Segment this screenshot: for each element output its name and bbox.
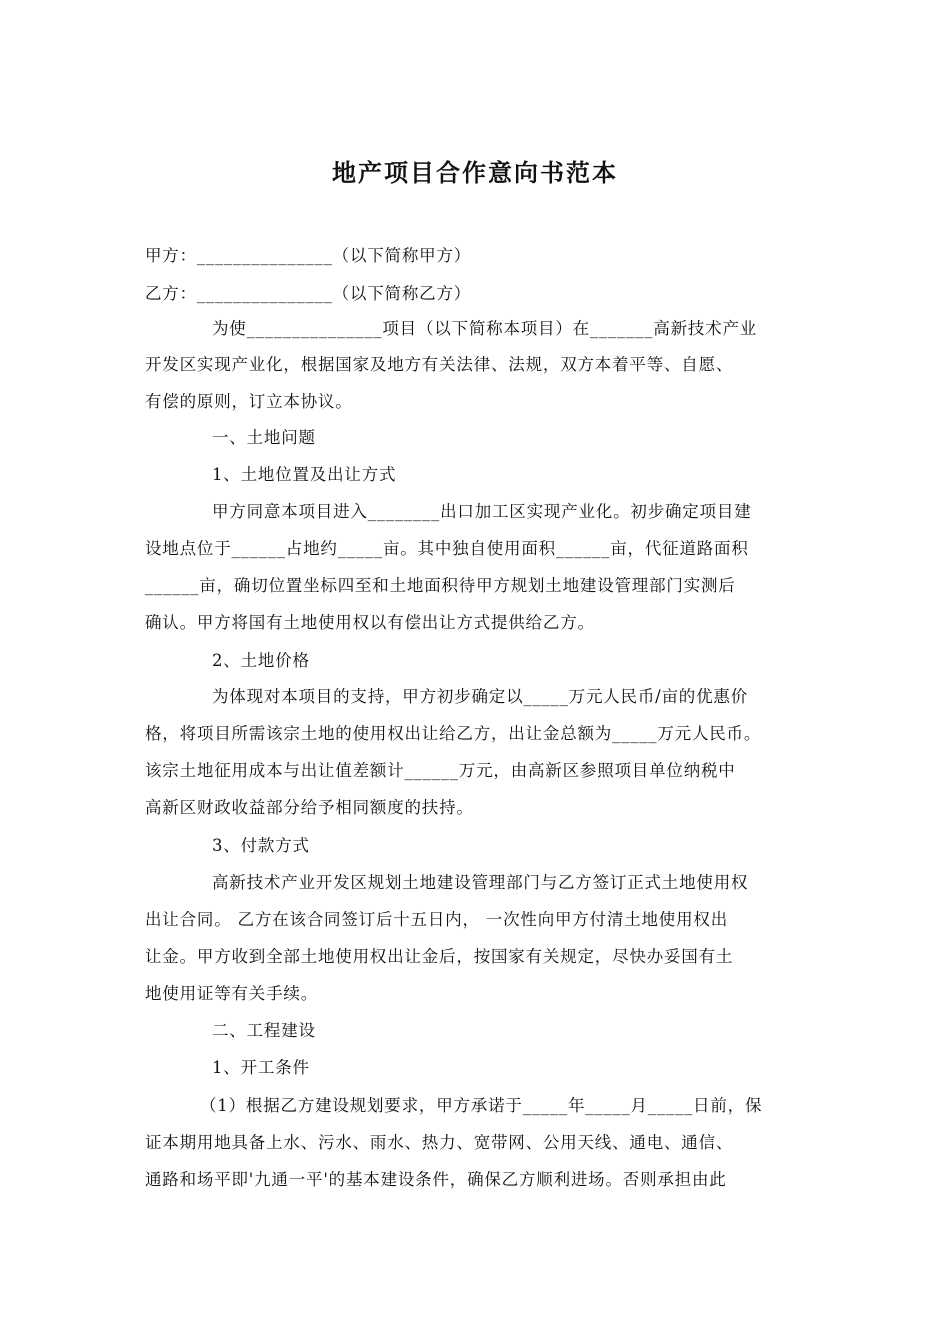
paragraph-line: 高新技术产业开发区规划土地建设管理部门与乙方签订正式土地使用权: [212, 873, 749, 892]
paragraph-line: 为使_______________项目（以下简称本项目）在_______高新技术产业: [212, 319, 758, 338]
paragraph-line: 出让合同。 乙方在该合同签订后十五日内， 一次性向甲方付清土地使用权出: [145, 910, 728, 929]
paragraph-line: 地使用证等有关手续。: [145, 984, 318, 1003]
paragraph-line: 确认。甲方将国有土地使用权以有偿出让方式提供给乙方。: [145, 613, 595, 632]
paragraph-line: 证本期用地具备上水、污水、雨水、热力、宽带网、公用天线、通电、通信、: [145, 1133, 734, 1152]
paragraph-line: 有偿的原则，订立本协议。: [145, 392, 353, 411]
paragraph-line: 该宗土地征用成本与出让值差额计______万元，由高新区参照项目单位纳税中: [145, 761, 736, 780]
paragraph-line: 高新区财政收益部分给予相同额度的扶持。: [145, 798, 474, 817]
paragraph-line: 为体现对本项目的支持，甲方初步确定以_____万元人民币/亩的优惠价: [212, 687, 749, 706]
paragraph-line: 格，将项目所需该宗土地的使用权出让给乙方，出让金总额为_____万元人民币。: [145, 724, 762, 743]
paragraph-line: ______亩，确切位置坐标四至和土地面积待甲方规划土地建设管理部门实测后: [145, 576, 736, 595]
paragraph-line: 开发区实现产业化，根据国家及地方有关法律、法规，双方本着平等、自愿、: [145, 355, 734, 374]
subsection-heading: 2、土地价格: [212, 651, 310, 670]
party-b-line: 乙方：_______________（以下简称乙方）: [145, 284, 472, 303]
section-heading: 一、土地问题: [212, 428, 316, 447]
subsection-heading: 3、付款方式: [212, 836, 310, 855]
party-a-line: 甲方：_______________（以下简称甲方）: [145, 246, 472, 265]
paragraph-line: （1）根据乙方建设规划要求，甲方承诺于_____年_____月_____日前，保: [200, 1096, 763, 1115]
subsection-heading: 1、土地位置及出让方式: [212, 465, 397, 484]
paragraph-line: 甲方同意本项目进入________出口加工区实现产业化。初步确定项目建: [212, 502, 752, 521]
paragraph-line: 设地点位于______占地约_____亩。其中独自使用面积______亩，代征道路面积: [145, 539, 749, 558]
section-heading: 二、工程建设: [212, 1021, 316, 1040]
subsection-heading: 1、开工条件: [212, 1058, 310, 1077]
document-title: 地产项目合作意向书范本: [332, 158, 618, 187]
paragraph-line: 让金。甲方收到全部土地使用权出让金后，按国家有关规定，尽快办妥国有土: [145, 947, 734, 966]
paragraph-line: 通路和场平即'九通一平'的基本建设条件，确保乙方顺利进场。否则承担由此: [145, 1170, 727, 1189]
